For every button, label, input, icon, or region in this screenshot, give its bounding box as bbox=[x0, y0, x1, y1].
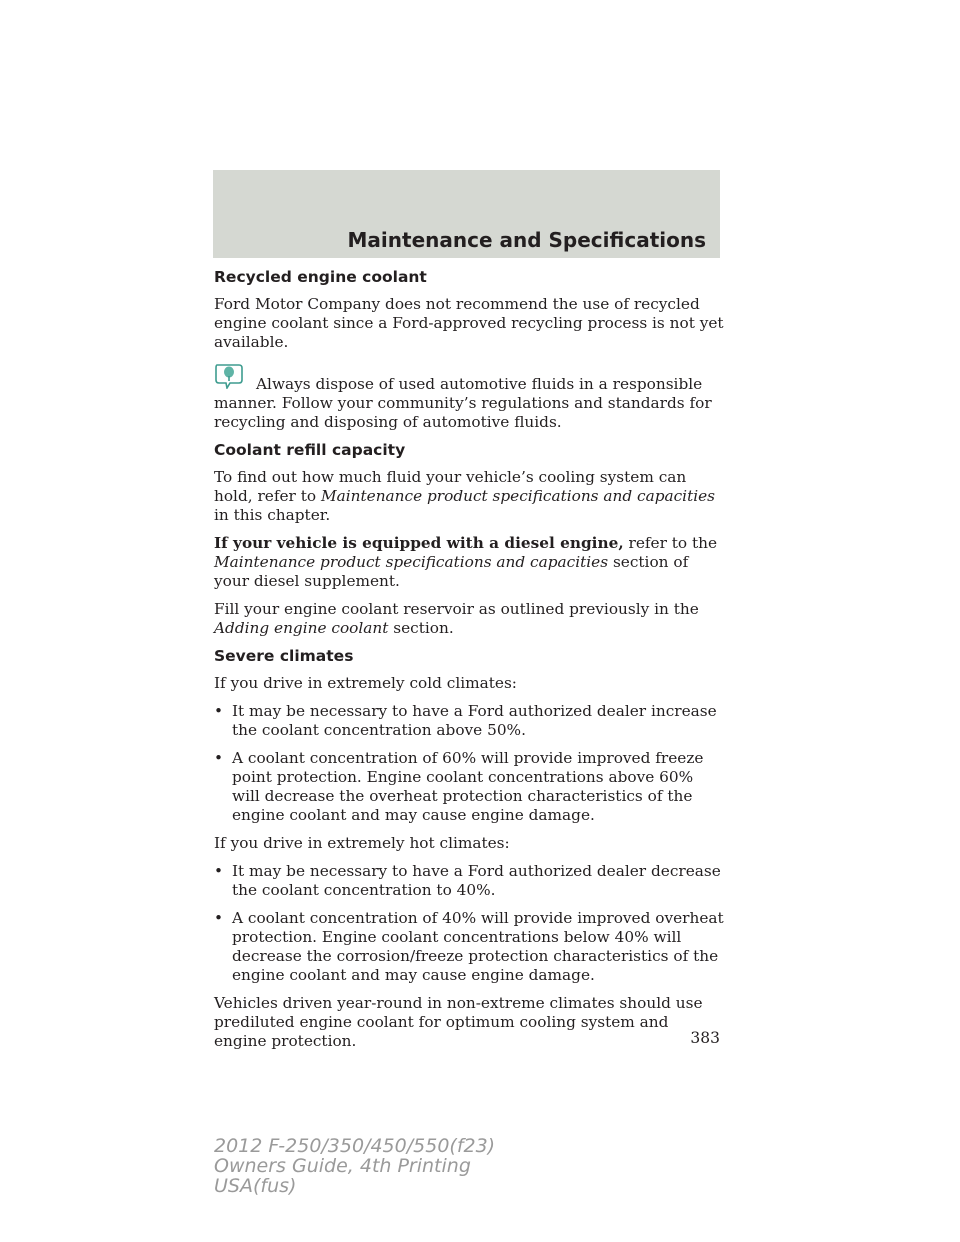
text: To find out how much fluid your vehicle’s cooling system can hold, refer to bbox=[214, 468, 687, 505]
list-item-text: It may be necessary to have a Ford authorized dealer decrease the coolant concentration to 40%. bbox=[232, 862, 721, 899]
footer-market: USA bbox=[214, 1175, 253, 1197]
list-item-text: A coolant concentration of 60% will provide improved freeze point protection. Engine coolant concentrations above 60% will decrease the overheat protection characteristics of the engine coolant and may cause engine damage. bbox=[232, 749, 704, 824]
cold-intro: If you drive in extremely cold climates: bbox=[214, 674, 517, 692]
list-item bbox=[214, 702, 724, 740]
footer-line-1 bbox=[214, 1136, 495, 1156]
document-footer bbox=[214, 1136, 495, 1196]
cross-reference: Maintenance product specifications and capacities bbox=[214, 553, 609, 571]
environment-note bbox=[214, 361, 724, 432]
chapter-title: Maintenance and Specifications bbox=[347, 228, 706, 252]
list-item bbox=[214, 749, 724, 825]
closing-paragraph: Vehicles driven year-round in non-extreme climates should use prediluted engine coolant for optimum cooling system and engine protection. bbox=[214, 994, 703, 1050]
cross-reference: Adding engine coolant bbox=[214, 619, 389, 637]
refill-paragraph-1 bbox=[214, 468, 724, 525]
bullet-icon: • bbox=[214, 909, 224, 927]
footer-code: (fus) bbox=[252, 1175, 297, 1197]
list-item bbox=[214, 862, 724, 900]
list-item-text: A coolant concentration of 40% will provide improved overheat protection. Engine coolant concentrations below 40% will decrease the corrosion/freeze protection characteristics of the engine coolant and may cause engine damage. bbox=[232, 909, 724, 984]
cross-reference: Maintenance product specifications and capacities bbox=[320, 487, 716, 505]
list-item-text: It may be necessary to have a Ford authorized dealer increase the coolant concentration above 50%. bbox=[232, 702, 717, 739]
environment-note-text: Always dispose of used automotive fluids in a responsible manner. Follow your community’s regulations and standards for recycling and disposing of automotive fluids. bbox=[214, 375, 712, 431]
refill-paragraph-2 bbox=[214, 534, 724, 591]
footer-line-3 bbox=[214, 1176, 495, 1196]
bullet-icon: • bbox=[214, 749, 224, 767]
heading-recycled-coolant: Recycled engine coolant bbox=[214, 268, 427, 286]
hot-intro: If you drive in extremely hot climates: bbox=[214, 834, 510, 852]
footer-code: (f23) bbox=[449, 1135, 496, 1157]
emphasis-text: If your vehicle is equipped with a diesel engine, bbox=[214, 534, 624, 552]
text: in this chapter. bbox=[214, 506, 331, 524]
heading-refill-capacity: Coolant refill capacity bbox=[214, 441, 406, 459]
page-content bbox=[214, 268, 724, 1060]
heading-severe-climates: Severe climates bbox=[214, 647, 354, 665]
page-number: 383 bbox=[690, 1029, 720, 1047]
bullet-icon: • bbox=[214, 862, 224, 880]
footer-line-2: Owners Guide, 4th Printing bbox=[214, 1155, 471, 1177]
text: Fill your engine coolant reservoir as outlined previously in the bbox=[214, 600, 699, 618]
text: section of your diesel supplement. bbox=[214, 553, 689, 590]
refill-paragraph-3 bbox=[214, 600, 724, 638]
tree-leaf-icon bbox=[214, 361, 244, 389]
bullet-icon: • bbox=[214, 702, 224, 720]
chapter-header bbox=[213, 170, 720, 258]
footer-model: 2012 F-250/350/450/550 bbox=[214, 1135, 450, 1157]
list-item bbox=[214, 909, 724, 985]
text: refer to the bbox=[628, 534, 718, 552]
text: section. bbox=[393, 619, 454, 637]
recycled-paragraph: Ford Motor Company does not recommend the use of recycled engine coolant since a Ford-approved recycling process is not yet available. bbox=[214, 295, 724, 351]
